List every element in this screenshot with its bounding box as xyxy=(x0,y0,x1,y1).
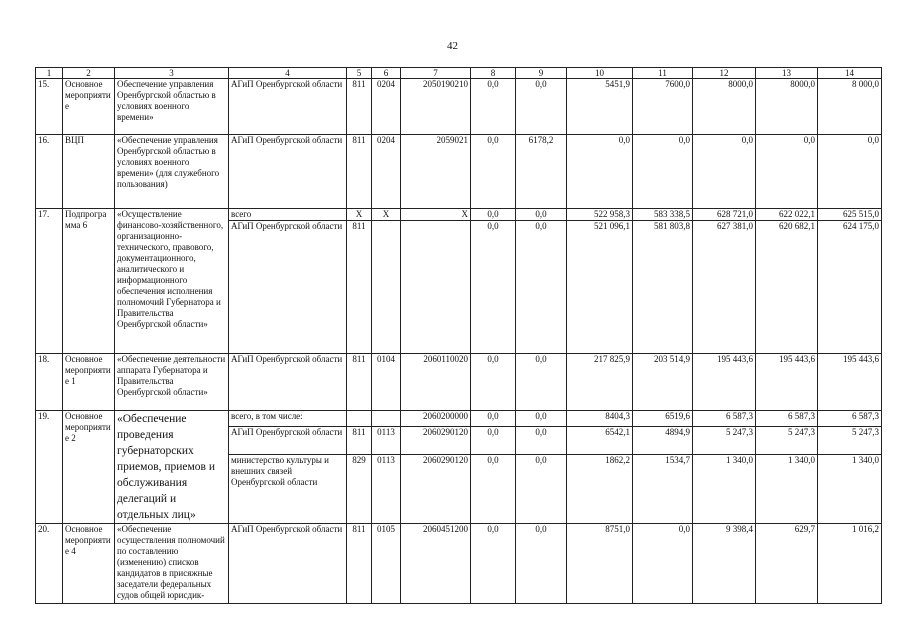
value-c7 xyxy=(401,221,471,354)
value-c11: 6519,6 xyxy=(633,411,693,427)
value-c5: 811 xyxy=(347,524,372,604)
value-c10: 522 958,3 xyxy=(567,209,633,221)
value-c13: 1 340,0 xyxy=(756,455,818,524)
value-c12: 9 398,4 xyxy=(693,524,756,604)
value-c11: 1534,7 xyxy=(633,455,693,524)
row-number: 20. xyxy=(36,524,63,604)
value-c14: 195 443,6 xyxy=(818,354,882,411)
value-c6: 0113 xyxy=(372,426,401,455)
value-c11: 581 803,8 xyxy=(633,221,693,354)
value-c7: 2050190210 xyxy=(401,79,471,135)
value-c12: 6 587,3 xyxy=(693,411,756,427)
value-c7: Х xyxy=(401,209,471,221)
executor: АГиП Оренбургской области xyxy=(229,426,347,455)
value-c11: 4894,9 xyxy=(633,426,693,455)
col-header: 9 xyxy=(516,68,567,79)
value-c14: 8 000,0 xyxy=(818,79,882,135)
value-c7: 2060290120 xyxy=(401,455,471,524)
value-c5: 811 xyxy=(347,135,372,209)
value-c14: 6 587,3 xyxy=(818,411,882,427)
col-header: 3 xyxy=(115,68,229,79)
value-c11: 0,0 xyxy=(633,524,693,604)
value-c5: 811 xyxy=(347,426,372,455)
value-c9: 0,0 xyxy=(516,209,567,221)
table-row xyxy=(36,135,882,209)
value-c10: 8404,3 xyxy=(567,411,633,427)
value-c10: 5451,9 xyxy=(567,79,633,135)
row-name: «Обеспечение деятельности аппарата Губернатора и Правительства Оренбургской области» xyxy=(115,354,229,411)
value-c7: 2060110020 xyxy=(401,354,471,411)
col-header: 4 xyxy=(229,68,347,79)
table-row xyxy=(36,79,882,135)
col-header: 2 xyxy=(63,68,115,79)
value-c5 xyxy=(347,411,372,427)
row-type: Основное мероприятие xyxy=(63,79,115,135)
row-name: «Обеспечение осуществления полномочий по составлению (изменению) списков кандидатов в присяжные заседатели федеральных судов общей юрисдик- xyxy=(115,524,229,604)
value-c7: 2060290120 xyxy=(401,426,471,455)
row-type: Подпрограмма 6 xyxy=(63,209,115,354)
col-header: 14 xyxy=(818,68,882,79)
table-row xyxy=(36,354,882,411)
value-c10: 217 825,9 xyxy=(567,354,633,411)
col-header: 6 xyxy=(372,68,401,79)
value-c13: 195 443,6 xyxy=(756,354,818,411)
value-c10: 1862,2 xyxy=(567,455,633,524)
value-c9: 0,0 xyxy=(516,221,567,354)
executor: всего xyxy=(229,209,347,221)
value-c14: 0,0 xyxy=(818,135,882,209)
value-c5: 811 xyxy=(347,79,372,135)
table-row xyxy=(36,524,882,604)
value-c12: 5 247,3 xyxy=(693,426,756,455)
value-c11: 0,0 xyxy=(633,135,693,209)
row-number: 19. xyxy=(36,411,63,524)
value-c9: 0,0 xyxy=(516,524,567,604)
row-name: «Обеспечение проведения губернаторских приемов, приемов и обслуживания делегаций и отдельных лиц» xyxy=(115,411,229,524)
value-c7: 2059021 xyxy=(401,135,471,209)
value-c8: 0,0 xyxy=(471,221,516,354)
value-c8: 0,0 xyxy=(471,135,516,209)
value-c6: 0105 xyxy=(372,524,401,604)
row-type: ВЦП xyxy=(63,135,115,209)
value-c11: 583 338,5 xyxy=(633,209,693,221)
value-c10: 0,0 xyxy=(567,135,633,209)
value-c10: 8751,0 xyxy=(567,524,633,604)
value-c12: 628 721,0 xyxy=(693,209,756,221)
value-c8: 0,0 xyxy=(471,524,516,604)
value-c9: 6178,2 xyxy=(516,135,567,209)
value-c12: 195 443,6 xyxy=(693,354,756,411)
header-row xyxy=(36,68,882,79)
value-c10: 521 096,1 xyxy=(567,221,633,354)
value-c6: 0113 xyxy=(372,455,401,524)
value-c13: 5 247,3 xyxy=(756,426,818,455)
value-c11: 203 514,9 xyxy=(633,354,693,411)
value-c8: 0,0 xyxy=(471,354,516,411)
row-type: Основное мероприятие 4 xyxy=(63,524,115,604)
value-c12: 627 381,0 xyxy=(693,221,756,354)
value-c5: Х xyxy=(347,209,372,221)
col-header: 7 xyxy=(401,68,471,79)
executor: АГиП Оренбургской области xyxy=(229,79,347,135)
value-c5: 811 xyxy=(347,354,372,411)
value-c7: 2060200000 xyxy=(401,411,471,427)
value-c11: 7600,0 xyxy=(633,79,693,135)
row-number: 16. xyxy=(36,135,63,209)
row-type: Основное мероприятие 1 xyxy=(63,354,115,411)
col-header: 5 xyxy=(347,68,372,79)
value-c6 xyxy=(372,221,401,354)
budget-table xyxy=(35,67,882,604)
table-row xyxy=(36,209,882,221)
value-c12: 8000,0 xyxy=(693,79,756,135)
value-c5: 811 xyxy=(347,221,372,354)
value-c6: 0104 xyxy=(372,354,401,411)
value-c12: 0,0 xyxy=(693,135,756,209)
value-c14: 5 247,3 xyxy=(818,426,882,455)
value-c8: 0,0 xyxy=(471,455,516,524)
value-c13: 6 587,3 xyxy=(756,411,818,427)
executor: министерство культуры и внешних связей Оренбургской области xyxy=(229,455,347,524)
row-number: 17. xyxy=(36,209,63,354)
col-header: 12 xyxy=(693,68,756,79)
table-row xyxy=(36,411,882,427)
value-c14: 1 340,0 xyxy=(818,455,882,524)
col-header: 11 xyxy=(633,68,693,79)
col-header: 1 xyxy=(36,68,63,79)
value-c13: 8000,0 xyxy=(756,79,818,135)
value-c14: 624 175,0 xyxy=(818,221,882,354)
value-c9: 0,0 xyxy=(516,426,567,455)
value-c7: 2060451200 xyxy=(401,524,471,604)
executor: АГиП Оренбургской области xyxy=(229,524,347,604)
value-c8: 0,0 xyxy=(471,209,516,221)
value-c8: 0,0 xyxy=(471,79,516,135)
value-c9: 0,0 xyxy=(516,79,567,135)
row-type: Основное мероприятие 2 xyxy=(63,411,115,524)
value-c12: 1 340,0 xyxy=(693,455,756,524)
value-c14: 1 016,2 xyxy=(818,524,882,604)
page-number: 42 xyxy=(447,40,458,52)
value-c9: 0,0 xyxy=(516,411,567,427)
value-c6: Х xyxy=(372,209,401,221)
executor: АГиП Оренбургской области xyxy=(229,135,347,209)
executor: АГиП Оренбургской области xyxy=(229,221,347,354)
row-number: 18. xyxy=(36,354,63,411)
value-c13: 0,0 xyxy=(756,135,818,209)
value-c5: 829 xyxy=(347,455,372,524)
value-c6 xyxy=(372,411,401,427)
value-c13: 620 682,1 xyxy=(756,221,818,354)
row-number: 15. xyxy=(36,79,63,135)
value-c8: 0,0 xyxy=(471,426,516,455)
value-c6: 0204 xyxy=(372,79,401,135)
col-header: 10 xyxy=(567,68,633,79)
value-c14: 625 515,0 xyxy=(818,209,882,221)
col-header: 13 xyxy=(756,68,818,79)
value-c13: 629,7 xyxy=(756,524,818,604)
value-c9: 0,0 xyxy=(516,354,567,411)
value-c9: 0,0 xyxy=(516,455,567,524)
col-header: 8 xyxy=(471,68,516,79)
value-c10: 6542,1 xyxy=(567,426,633,455)
row-name: «Обеспечение управления Оренбургской областью в условиях военного времени» (для служебного пользования) xyxy=(115,135,229,209)
executor: всего, в том числе: xyxy=(229,411,347,427)
value-c13: 622 022,1 xyxy=(756,209,818,221)
row-name: «Осуществление финансово-хозяйственного, организационно-технического, правового, документационного, аналитического и информационного обеспечения исполнения полномочий Губернатора и Правительства Оренбургской области» xyxy=(115,209,229,354)
value-c6: 0204 xyxy=(372,135,401,209)
executor: АГиП Оренбургской области xyxy=(229,354,347,411)
row-name: Обеспечение управления Оренбургской областью в условиях военного времени» xyxy=(115,79,229,135)
value-c8: 0,0 xyxy=(471,411,516,427)
